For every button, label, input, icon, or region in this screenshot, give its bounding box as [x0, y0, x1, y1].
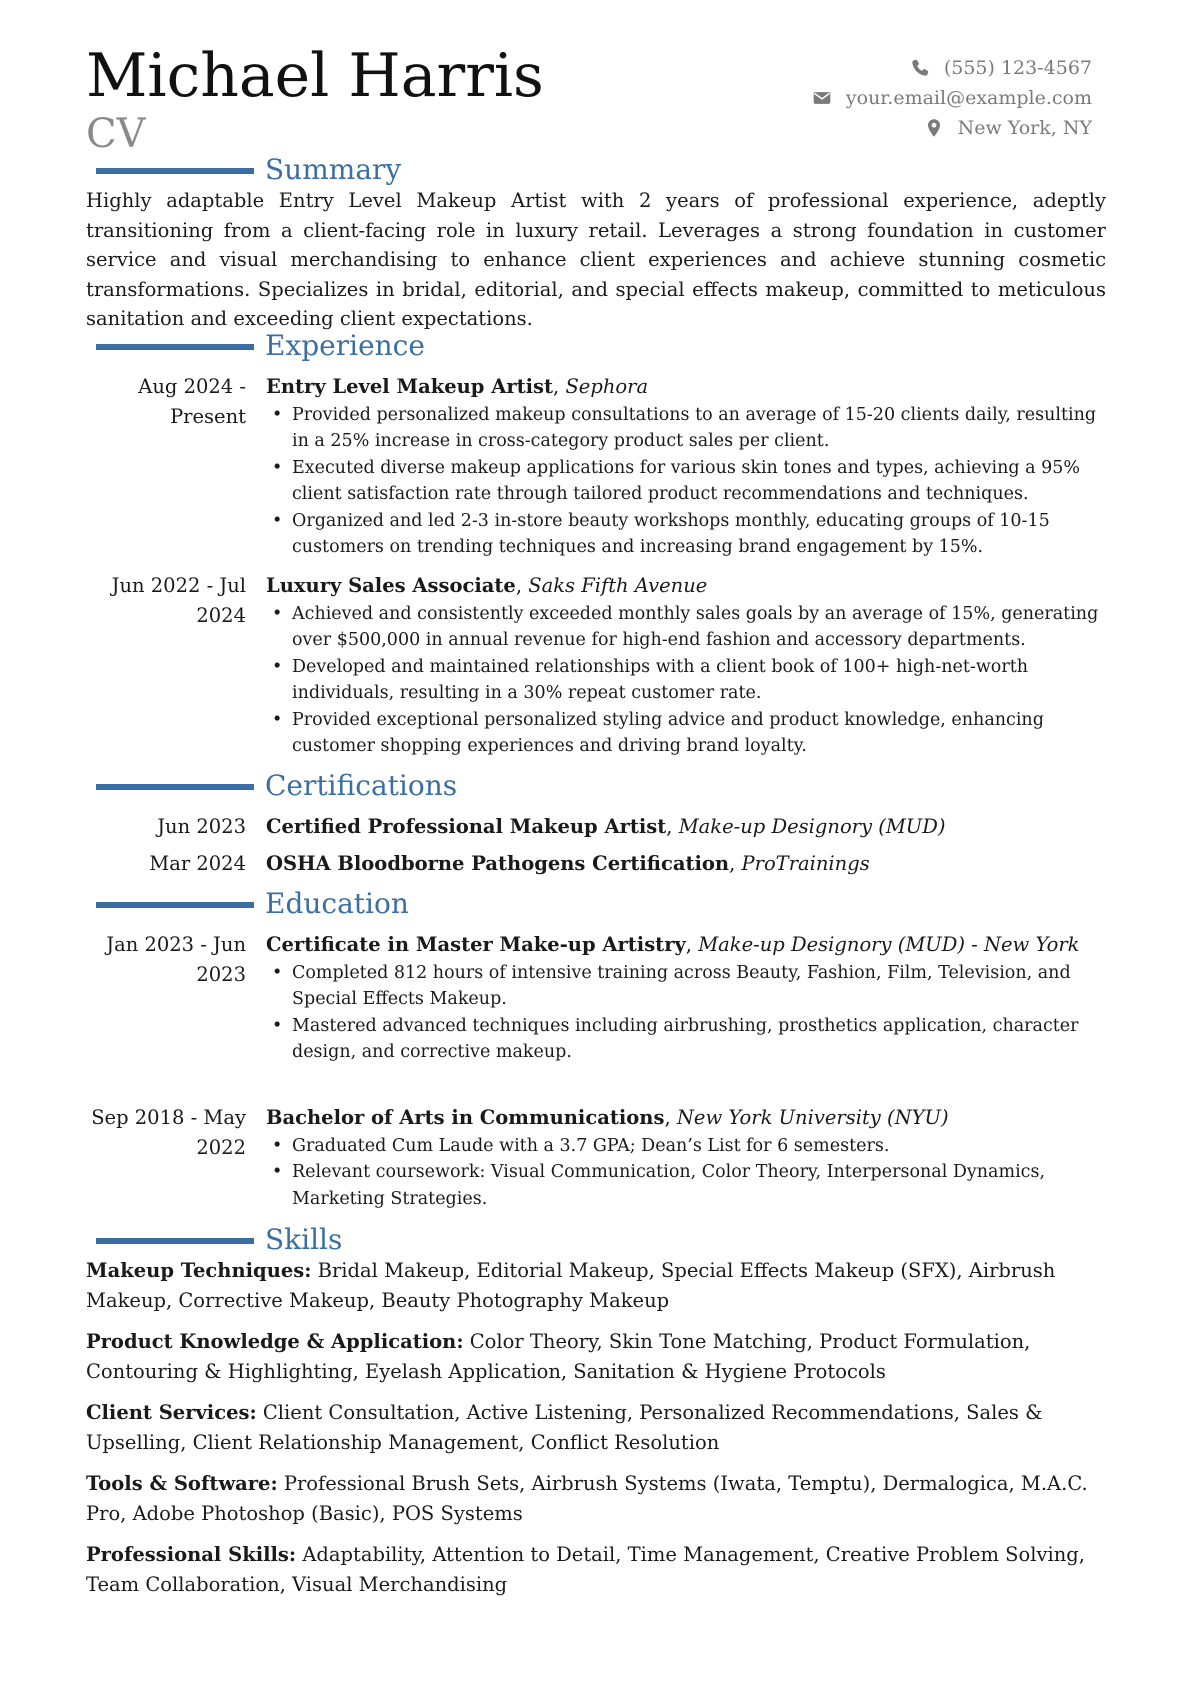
- entry-heading: OSHA Bloodborne Pathogens Certification, ProTrainings: [266, 852, 870, 875]
- entry-heading: Certificate in Master Make-up Artistry, Make-up Designory (MUD) - New York: [266, 933, 1080, 956]
- degree-name: Certificate in Master Make-up Artistry: [266, 933, 686, 956]
- issuer: Make-up Designory (MUD): [678, 815, 946, 838]
- entry-body: [266, 372, 1104, 561]
- section-summary-heading: [0, 152, 1190, 188]
- achievement-list: [266, 960, 1104, 1066]
- section-rule: [96, 344, 254, 350]
- section-rule: [96, 168, 254, 174]
- degree-name: Bachelor of Arts in Communications: [266, 1106, 665, 1129]
- institution: New York University (NYU): [676, 1106, 949, 1129]
- certification-name: Certified Professional Makeup Artist: [266, 815, 667, 838]
- section-title: Summary: [265, 153, 402, 186]
- entry-heading: Entry Level Makeup Artist, Sephora: [266, 375, 649, 398]
- skill-category: Product Knowledge & Application:: [86, 1330, 464, 1353]
- employer: Saks Fifth Avenue: [528, 574, 708, 597]
- section-rule: [96, 784, 254, 790]
- achievement-list: [266, 1133, 1104, 1213]
- achievement-list: [266, 601, 1104, 760]
- phone-number[interactable]: (555) 123-4567: [943, 57, 1092, 79]
- candidate-name: Michael Harris: [86, 41, 544, 111]
- location-pin-icon: [924, 118, 944, 138]
- location-text: New York, NY: [957, 117, 1092, 139]
- list-item: • Provided personalized makeup consultations to an average of 15-20 clients daily, resulting in a 25% increase in cross-category product sales per client.: [266, 402, 1104, 455]
- entry-date: Mar 2024: [149, 852, 246, 875]
- skill-category: Makeup Techniques:: [86, 1259, 312, 1282]
- skill-items: Bridal Makeup, Editorial Makeup, Special Effects Makeup (SFX), Airbrush Makeup, Corrective Makeup, Beauty Photography Makeup: [86, 1259, 1056, 1312]
- skill-items: Client Consultation, Active Listening, Personalized Recommendations, Sales & Upselling, Client Relationship Management, Conflict Resolution: [86, 1401, 1043, 1454]
- entry-heading: Luxury Sales Associate, Saks Fifth Avenue: [266, 574, 708, 597]
- section-rule: [96, 902, 254, 908]
- section-certifications-heading: [0, 768, 1190, 804]
- contact-email: [812, 83, 1092, 113]
- contact-block: [812, 53, 1092, 143]
- skill-group: [86, 1256, 1106, 1315]
- list-item: • Provided exceptional personalized styling advice and product knowledge, enhancing customer shopping experiences and driving brand loyalty.: [266, 707, 1104, 760]
- entry-body: [266, 930, 1104, 1066]
- skill-group: [86, 1327, 1106, 1386]
- entry-date: Sep 2018 - May 2022: [91, 1106, 246, 1159]
- list-item: • Organized and led 2-3 in-store beauty workshops monthly, educating groups of 10-15 customers on trending techniques and increasing brand engagement by 15%.: [266, 508, 1104, 561]
- job-title: Entry Level Makeup Artist: [266, 375, 554, 398]
- section-title: Experience: [265, 329, 425, 362]
- entry-body: [266, 571, 1104, 760]
- list-item: • Completed 812 hours of intensive training across Beauty, Fashion, Film, Television, and Special Effects Makeup.: [266, 960, 1104, 1013]
- email-icon: [812, 88, 832, 108]
- entry-date: Jun 2023: [157, 815, 246, 838]
- skill-group: [86, 1469, 1106, 1528]
- achievement-list: [266, 402, 1104, 561]
- phone-icon: [910, 58, 930, 78]
- section-title: Certifications: [265, 769, 458, 802]
- institution: Make-up Designory (MUD) - New York: [698, 933, 1080, 956]
- section-skills-heading: [0, 1222, 1190, 1258]
- job-title: Luxury Sales Associate: [266, 574, 516, 597]
- skill-group: [86, 1540, 1106, 1599]
- section-title: Education: [265, 887, 409, 920]
- certification-name: OSHA Bloodborne Pathogens Certification: [266, 852, 730, 875]
- skill-items: Professional Brush Sets, Airbrush Systems (Iwata, Temptu), Dermalogica, M.A.C. Pro, Adobe Photoshop (Basic), POS Systems: [86, 1472, 1088, 1525]
- section-experience-heading: [0, 328, 1190, 364]
- contact-phone: [812, 53, 1092, 83]
- skill-category: Client Services:: [86, 1401, 257, 1424]
- entry-body: [266, 849, 1104, 879]
- list-item: • Developed and maintained relationships with a client book of 100+ high-net-worth individuals, resulting in a 30% repeat customer rate.: [266, 654, 1104, 707]
- list-item: • Relevant coursework: Visual Communication, Color Theory, Interpersonal Dynamics, Marketing Strategies.: [266, 1159, 1104, 1212]
- employer: Sephora: [565, 375, 649, 398]
- skill-group: [86, 1398, 1106, 1457]
- entry-body: [266, 1103, 1104, 1212]
- document-subtitle: CV: [86, 111, 146, 157]
- list-item: • Mastered advanced techniques including airbrushing, prosthetics application, character design, and corrective makeup.: [266, 1013, 1104, 1066]
- section-title: Skills: [265, 1223, 343, 1256]
- entry-date: Jun 2022 - Jul 2024: [111, 574, 246, 627]
- list-item: • Achieved and consistently exceeded monthly sales goals by an average of 15%, generating over $500,000 in annual revenue for high-end fashion and accessory departments.: [266, 601, 1104, 654]
- entry-heading: Certified Professional Makeup Artist, Make-up Designory (MUD): [266, 815, 946, 838]
- section-education-heading: [0, 886, 1190, 922]
- entry-date: Aug 2024 - Present: [138, 375, 246, 428]
- skill-category: Tools & Software:: [86, 1472, 278, 1495]
- entry-body: [266, 812, 1104, 842]
- issuer: ProTrainings: [741, 852, 870, 875]
- list-item: • Graduated Cum Laude with a 3.7 GPA; Dean’s List for 6 semesters.: [266, 1133, 1104, 1160]
- section-rule: [96, 1238, 254, 1244]
- skill-items: Color Theory, Skin Tone Matching, Product Formulation, Contouring & Highlighting, Eyelash Application, Sanitation & Hygiene Protocols: [86, 1330, 1031, 1383]
- entry-heading: Bachelor of Arts in Communications, New York University (NYU): [266, 1106, 949, 1129]
- skill-category: Professional Skills:: [86, 1543, 297, 1566]
- list-item: • Executed diverse makeup applications for various skin tones and types, achieving a 95% client satisfaction rate through tailored product recommendations and techniques.: [266, 455, 1104, 508]
- email-address[interactable]: your.email@example.com: [845, 87, 1092, 109]
- contact-location: [812, 113, 1092, 143]
- summary-text: Highly adaptable Entry Level Makeup Artist with 2 years of professional experience, adeptly transitioning from a client-facing role in luxury retail. Leverages a strong foundation in customer service and visual merchandising to enhance client experiences and achieve stunning cosmetic transformations. Specializes in bridal, editorial, and special effects makeup, committed to meticulous sanitation and exceeding client expectations.: [86, 189, 1106, 330]
- entry-date: Jan 2023 - Jun 2023: [106, 933, 246, 986]
- skill-items: Adaptability, Attention to Detail, Time Management, Creative Problem Solving, Team Collaboration, Visual Merchandising: [86, 1543, 1085, 1596]
